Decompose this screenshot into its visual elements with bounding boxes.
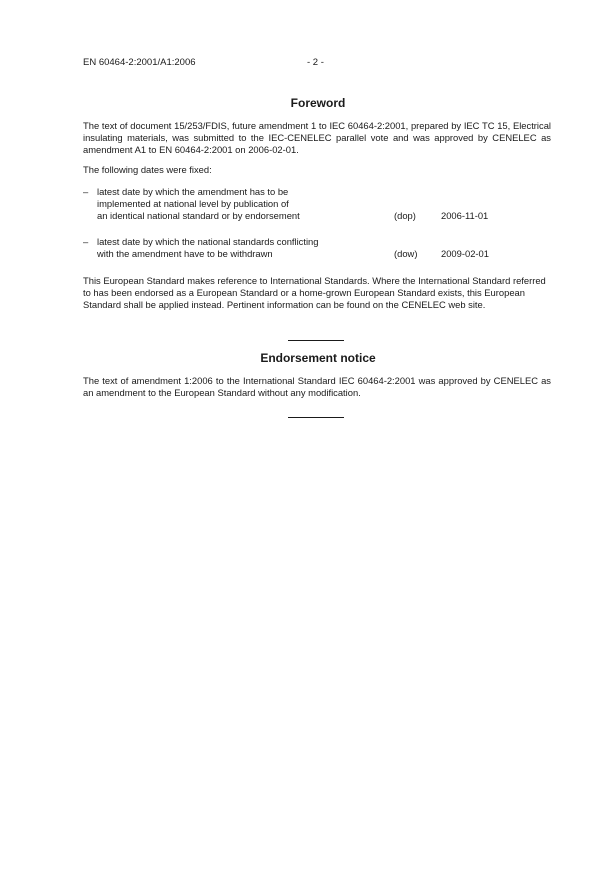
description-line: latest date by which the amendment has to be [97,186,289,197]
page-header [83,57,553,71]
list-dash: – [83,186,89,197]
description-line: with the amendment have to be withdrawn [97,248,273,259]
foreword-heading: Foreword [290,96,346,110]
date-abbreviation: (dow) [394,248,418,259]
date-item-dop [83,186,553,222]
date-item-description [97,186,387,222]
endorsement-heading: Endorsement notice [260,351,376,365]
document-identifier: EN 60464-2:2001/A1:2006 [83,57,196,68]
section-divider [288,340,344,341]
description-line: implemented at national level by publication of [97,198,289,209]
date-item-description [97,236,387,260]
end-divider [288,417,344,418]
date-item-dow [83,236,553,260]
page-number: - 2 - [307,57,324,68]
foreword-paragraph-1: The text of document 15/253/FDIS, future amendment 1 to IEC 60464-2:2001, prepared by IEC TC 15, Electrical insulating materials, was submitted to the IEC-CENELEC parallel vote and was approved by CENELEC as amendment A1 to EN 60464-2:2001 on 2006-02-01. [83,120,551,155]
description-line: latest date by which the national standards conflicting [97,236,319,247]
dates-intro: The following dates were fixed: [83,164,212,175]
date-value: 2006-11-01 [441,210,489,221]
list-dash: – [83,236,89,247]
date-value: 2009-02-01 [441,248,489,259]
endorsement-paragraph: The text of amendment 1:2006 to the International Standard IEC 60464-2:2001 was approved by CENELEC as an amendment to the European Standard without any modification. [83,375,551,398]
description-line: an identical national standard or by endorsement [97,210,300,221]
foreword-paragraph-3: This European Standard makes reference to International Standards. Where the International Standard referred to has been endorsed as a European Standard or a home-grown European Standard exists, this European Standard shall be applied instead. Pertinent information can be found on the CENELEC web site. [83,275,546,310]
date-abbreviation: (dop) [394,210,416,221]
